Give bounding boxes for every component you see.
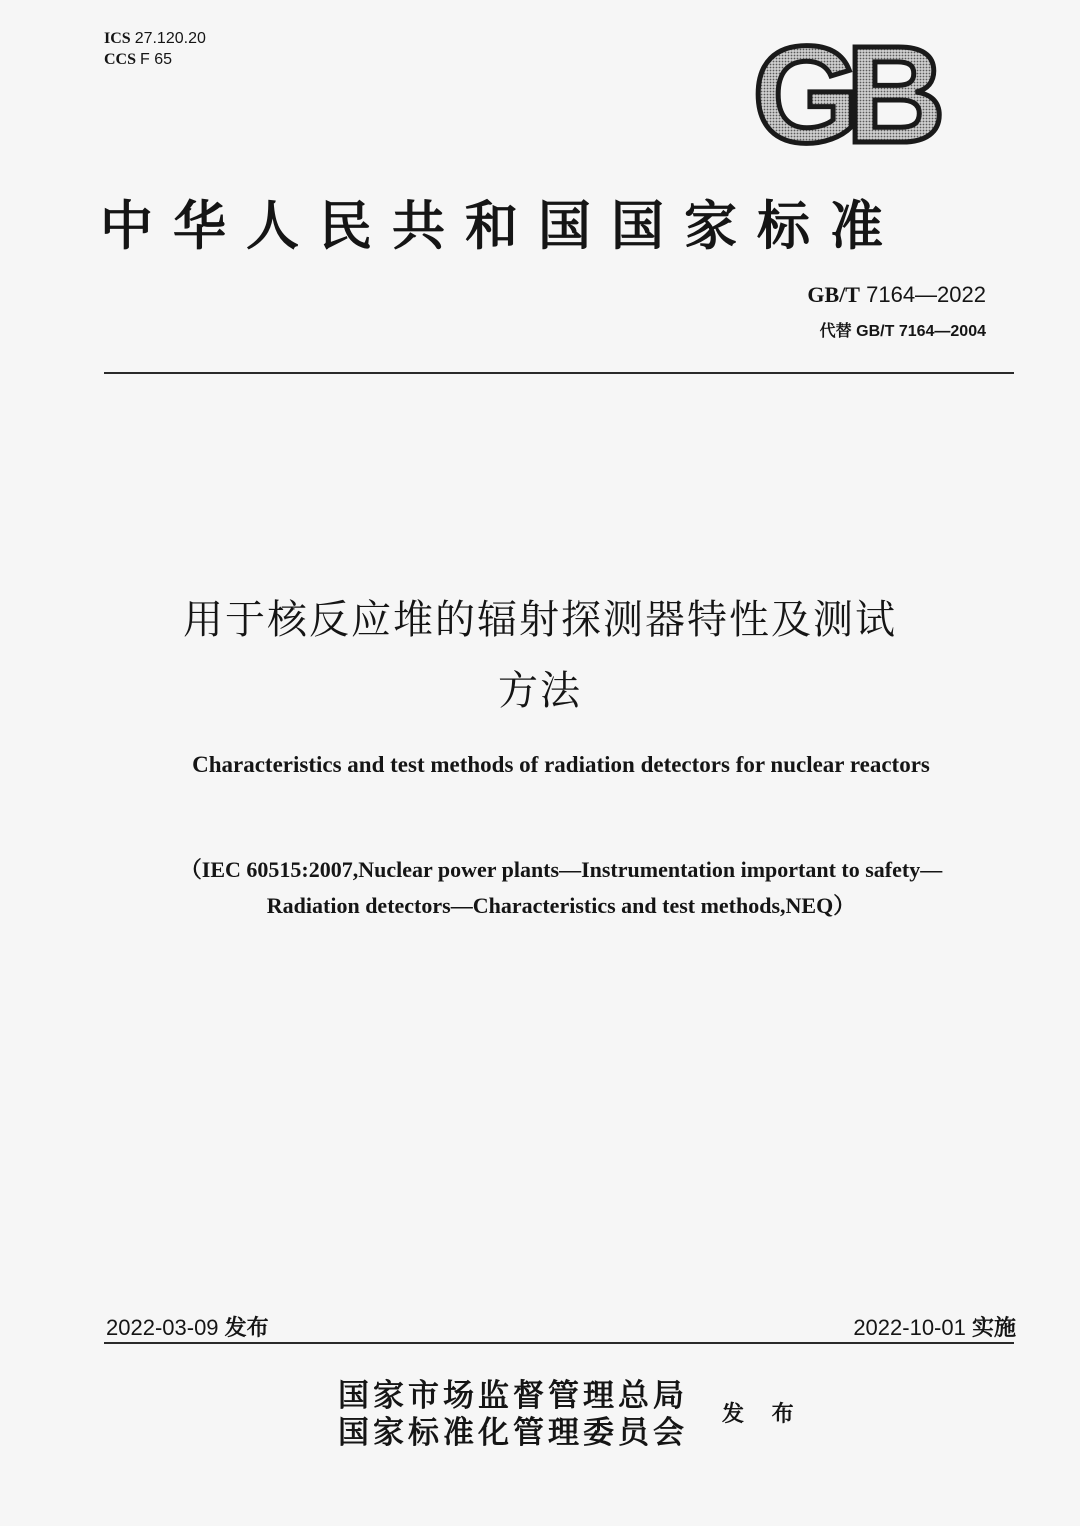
- adoption-line-2: Radiation detectors—Characteristics and test methods,NEQ）: [266, 893, 856, 918]
- replaces-standard: 代替 GB/T 7164—2004: [819, 323, 986, 340]
- footer-rule: [104, 1342, 1014, 1344]
- gb-logo: [733, 42, 951, 154]
- ccs-code: CCS F 65: [104, 51, 173, 68]
- effective-date: 2022-10-01 实施: [853, 1315, 1016, 1341]
- issuer-samr: 国家市场监督管理总局: [338, 1378, 688, 1414]
- national-standard-title: 中华人民共和国国家标准: [100, 195, 903, 257]
- title-en: Characteristics and test methods of radiation detectors for nuclear reactors: [192, 752, 930, 777]
- issue-date: 2022-03-09 发布: [106, 1315, 269, 1341]
- issuing-authorities: [338, 1378, 688, 1452]
- ics-code: ICS 27.120.20: [104, 30, 206, 47]
- title-cn-line-1: 用于核反应堆的辐射探测器特性及测试: [183, 597, 897, 643]
- title-cn-line-2: 方法: [498, 668, 582, 714]
- adoption-line-1: （IEC 60515:2007,Nuclear power plants—Instrumentation important to safety—: [179, 857, 943, 882]
- svg-text:GB: GB: [752, 42, 932, 154]
- standard-number: GB/T 7164—2022: [807, 282, 986, 307]
- issuer-sac: 国家标准化管理委员会: [338, 1415, 688, 1451]
- header-rule: [104, 372, 1014, 374]
- classification-codes: [104, 28, 206, 70]
- publish-label: 发 布: [722, 1401, 804, 1427]
